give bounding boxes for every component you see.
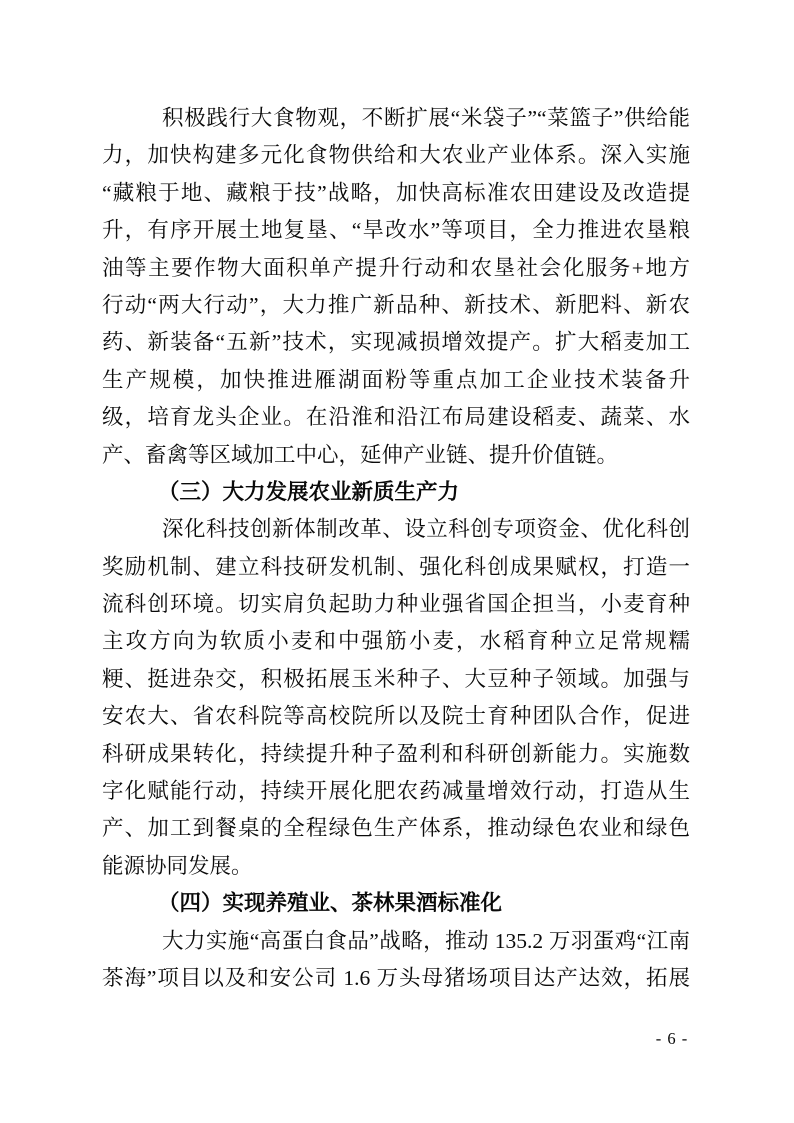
text-line: 深化科技创新体制改革、设立科创专项资金、优化科创: [162, 517, 690, 542]
text-line: 科研成果转化，持续提升种子盈利和科研创新能力。实施数: [102, 741, 690, 766]
text-line: 流科创环境。切实肩负起助力种业强省国企担当，小麦育种: [102, 592, 690, 617]
text-line: 粳、挺进杂交，积极拓展玉米种子、大豆种子领域。加强与: [102, 666, 690, 691]
text-line: 级，培育龙头企业。在沿淮和沿江布局建设稻麦、蔬菜、水: [102, 405, 690, 430]
text-line: 能源协同发展。: [102, 853, 253, 878]
text-line: 药、新装备“五新”技术，实现减损增效提产。扩大稻麦加工: [102, 330, 690, 355]
text-line: 茶海”项目以及和安公司 1.6 万头母猪场项目达产达效，拓展: [102, 965, 690, 990]
text-line: 主攻方向为软质小麦和中强筋小麦，水稻育种立足常规糯: [102, 629, 690, 654]
text-line: 字化赋能行动，持续开展化肥农药减量增效行动，打造从生: [102, 779, 690, 804]
text-line: 力，加快构建多元化食物供给和大农业产业体系。深入实施: [102, 143, 690, 168]
text-line: 生产规模，加快推进雁湖面粉等重点加工企业技术装备升: [102, 367, 690, 392]
section-heading: （三）大力发展农业新质生产力: [158, 479, 460, 504]
text-line: 油等主要作物大面积单产提升行动和农垦社会化服务+地方: [102, 255, 690, 280]
text-line: 产、加工到餐桌的全程绿色生产体系，推动绿色农业和绿色: [102, 816, 690, 841]
text-line: 奖励机制、建立科技研发机制、强化科创成果赋权，打造一: [102, 554, 690, 579]
text-line: “藏粮于地、藏粮于技”战略，加快高标准农田建设及改造提: [102, 180, 690, 205]
text-line: 行动“两大行动”，大力推广新品种、新技术、新肥料、新农: [102, 292, 690, 317]
text-line: 安农大、省农科院等高校院所以及院士育种团队合作，促进: [102, 704, 690, 729]
page-number: - 6 -: [655, 1029, 689, 1048]
text-line: 升，有序开展土地复垦、“旱改水”等项目，全力推进农垦粮: [102, 218, 690, 243]
text-line: 大力实施“高蛋白食品”战略，推动 135.2 万羽蛋鸡“江南: [162, 928, 690, 953]
text-line: 积极践行大食物观，不断扩展“米袋子”“菜篮子”供给能: [162, 106, 690, 130]
text-block: [102, 100, 690, 997]
section-heading: （四）实现养殖业、茶林果酒标准化: [158, 891, 503, 916]
text-line: 产、畜禽等区域加工中心，延伸产业链、提升价值链。: [102, 442, 619, 467]
